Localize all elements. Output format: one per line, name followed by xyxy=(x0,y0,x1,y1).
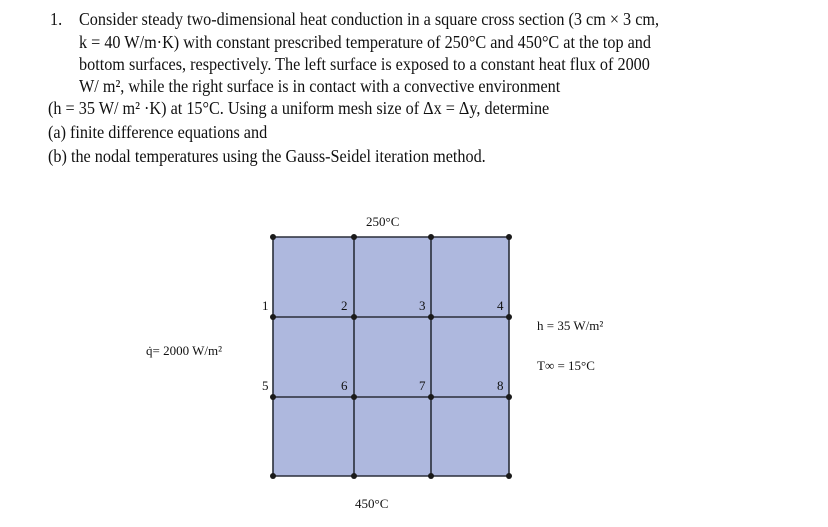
node-4: 4 xyxy=(497,298,504,313)
top-temperature-label: 250°C xyxy=(366,214,400,229)
problem-line-4: W/ m², while the right surface is in contact with a convective environment xyxy=(79,76,561,96)
problem-line-1: Consider steady two-dimensional heat conduction in a square cross section (3 cm × 3 cm, xyxy=(79,9,660,29)
node-7: 7 xyxy=(419,378,426,393)
part-b: (b) the nodal temperatures using the Gauss-Seidel iteration method. xyxy=(48,146,486,166)
node-3: 3 xyxy=(419,298,426,313)
ambient-temperature-label: T∞ = 15°C xyxy=(537,358,595,373)
bottom-temperature-label: 450°C xyxy=(355,496,389,511)
problem-line-3: bottom surfaces, respectively. The left surface is exposed to a constant heat flux of 2000 xyxy=(79,54,650,74)
problem-line-5: (h = 35 W/ m² ·K) at 15°C. Using a uniform mesh size of Δx = Δy, determine xyxy=(48,98,550,118)
node-1: 1 xyxy=(262,298,269,313)
node-8: 8 xyxy=(497,378,504,393)
convection-coefficient-label: h = 35 W/m² xyxy=(537,318,604,333)
part-a: (a) finite difference equations and xyxy=(48,122,268,142)
problem-number: 1. xyxy=(50,9,63,29)
problem-line-2: k = 40 W/m·K) with constant prescribed temperature of 250°C and 450°C at the top and xyxy=(79,32,652,52)
node-2: 2 xyxy=(341,298,348,313)
cross-section xyxy=(273,237,509,476)
node-6: 6 xyxy=(341,378,348,393)
heat-flux-label: q̇= 2000 W/m² xyxy=(146,343,222,358)
node-5: 5 xyxy=(262,378,269,393)
